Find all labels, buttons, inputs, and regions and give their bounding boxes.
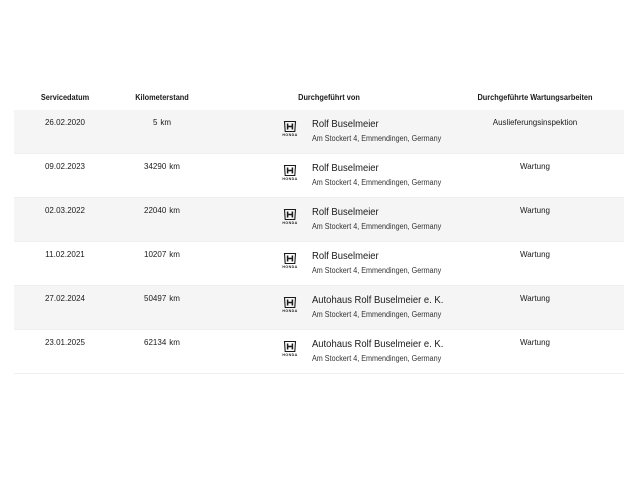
mileage <box>110 207 214 215</box>
provider-address: Am Stockert 4, Emmendingen, Germany <box>312 354 442 363</box>
mileage-unit: km <box>169 250 180 259</box>
honda-logo-wordmark: HONDA <box>282 177 298 181</box>
service-date: 27.02.2024 <box>44 294 86 303</box>
mileage-value: 22040 <box>144 206 167 215</box>
service-date: 26.02.2020 <box>44 118 86 127</box>
table-row <box>14 242 624 286</box>
provider-name: Autohaus Rolf Buselmeier e. K. <box>312 294 444 306</box>
table-header-row <box>14 86 624 110</box>
table-row <box>14 110 624 154</box>
mileage-unit: km <box>169 338 180 347</box>
header-mileage: Kilometerstand <box>135 93 189 102</box>
maintenance-work: Wartung <box>520 206 550 215</box>
table-row <box>14 154 624 198</box>
service-history-table <box>14 86 624 374</box>
header-performed-by: Durchgeführt von <box>298 93 360 102</box>
mileage <box>110 119 214 127</box>
provider-address: Am Stockert 4, Emmendingen, Germany <box>312 134 442 143</box>
mileage <box>110 295 214 303</box>
provider-address: Am Stockert 4, Emmendingen, Germany <box>312 178 442 187</box>
mileage <box>110 339 214 347</box>
mileage-unit: km <box>169 294 180 303</box>
mileage-value: 50497 <box>144 294 167 303</box>
honda-logo-wordmark: HONDA <box>282 265 298 269</box>
mileage-unit: km <box>160 118 172 127</box>
honda-logo-wordmark: HONDA <box>282 309 298 313</box>
mileage-value: 34290 <box>144 162 167 171</box>
honda-logo-wordmark: HONDA <box>282 221 298 225</box>
mileage-value: 62134 <box>144 338 167 347</box>
header-maintenance-work: Durchgeführte Wartungsarbeiten <box>477 93 593 102</box>
honda-logo-wordmark: HONDA <box>282 353 298 357</box>
honda-logo-icon <box>280 297 300 313</box>
mileage-unit: km <box>169 162 180 171</box>
service-date: 11.02.2021 <box>45 250 85 259</box>
provider-name: Rolf Buselmeier <box>312 162 379 174</box>
table-row <box>14 198 624 242</box>
mileage <box>110 251 214 259</box>
provider-name: Rolf Buselmeier <box>312 206 379 218</box>
maintenance-work: Wartung <box>520 162 550 171</box>
header-service-date: Servicedatum <box>40 93 90 102</box>
mileage-unit: km <box>169 206 180 215</box>
maintenance-work: Auslieferungsinspektion <box>492 118 578 127</box>
service-date: 23.01.2025 <box>44 338 86 347</box>
honda-logo-icon <box>280 165 300 181</box>
provider-address: Am Stockert 4, Emmendingen, Germany <box>312 266 442 275</box>
provider-name: Rolf Buselmeier <box>312 250 379 262</box>
honda-logo-wordmark: HONDA <box>282 133 298 137</box>
mileage <box>110 163 214 171</box>
honda-logo-icon <box>280 121 300 137</box>
maintenance-work: Wartung <box>520 250 550 259</box>
maintenance-work: Wartung <box>520 338 550 347</box>
honda-logo-icon <box>280 341 300 357</box>
table-row <box>14 286 624 330</box>
honda-logo-icon <box>280 209 300 225</box>
provider-address: Am Stockert 4, Emmendingen, Germany <box>312 310 442 319</box>
service-date: 02.03.2022 <box>44 206 86 215</box>
table-row <box>14 330 624 374</box>
service-date: 09.02.2023 <box>44 162 86 171</box>
mileage-value: 5 <box>152 118 158 127</box>
maintenance-work: Wartung <box>520 294 550 303</box>
provider-name: Autohaus Rolf Buselmeier e. K. <box>312 338 444 350</box>
provider-address: Am Stockert 4, Emmendingen, Germany <box>312 222 442 231</box>
honda-logo-icon <box>280 253 300 269</box>
mileage-value: 10207 <box>144 250 167 259</box>
provider-name: Rolf Buselmeier <box>312 118 379 130</box>
